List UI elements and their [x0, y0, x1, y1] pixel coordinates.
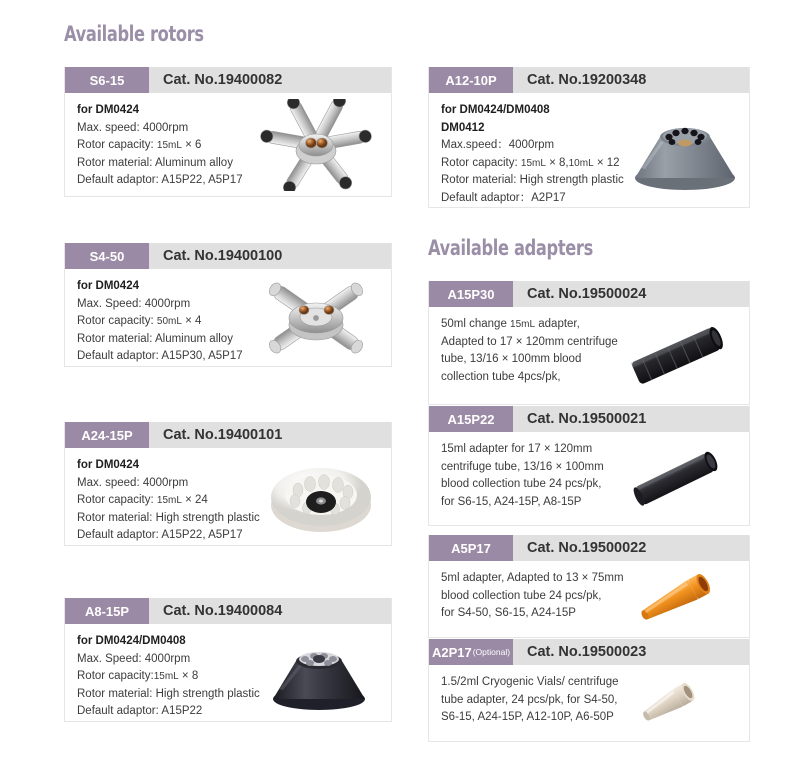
- spec-list: [77, 102, 243, 186]
- card-body: [429, 561, 749, 637]
- catalog-number: Cat. No.19400082: [163, 72, 283, 88]
- card-body: [65, 448, 391, 545]
- adapter-image-beige-tube: [629, 676, 709, 730]
- model-badge: A15P22: [429, 406, 513, 432]
- spec-capacity: Rotor capacity: 15mL × 24: [77, 494, 208, 506]
- card-body: [429, 93, 749, 207]
- desc-line: for S6-15, A24-15P, A8-15P: [441, 495, 582, 508]
- spec-speed: Max. speed: 4000rpm: [77, 121, 189, 134]
- product-card-a5p17[interactable]: [428, 535, 750, 638]
- desc-line: blood collection tube 24 pcs/pk,: [441, 589, 602, 602]
- spec-list: [77, 457, 260, 541]
- catalog-number: Cat. No.19500024: [527, 286, 647, 302]
- product-card-a15p22[interactable]: [428, 406, 750, 526]
- desc-line: Adapted to 17 × 120mm centrifuge: [441, 335, 618, 348]
- product-card-a15p30[interactable]: [428, 281, 750, 405]
- spec-material: Rotor material: High strength plastic: [77, 687, 260, 700]
- catalog-number: Cat. No.19500021: [527, 411, 647, 427]
- card-header: [429, 406, 749, 432]
- adapter-image-orange-tube: [627, 571, 723, 627]
- card-header: [65, 243, 391, 269]
- spec-capacity: Rotor capacity: 15mL × 8,10mL × 12: [441, 156, 620, 169]
- model-badge: A12-10P: [429, 67, 513, 93]
- rotor-image-cross-4-arm: [257, 274, 375, 362]
- optional-tag: (Optional): [472, 646, 511, 657]
- card-header: [429, 639, 749, 665]
- rotor-image-gray-cone: [627, 106, 743, 194]
- product-card-a8-15p[interactable]: [64, 598, 392, 722]
- spec-compatibility: for DM0424: [77, 459, 139, 471]
- desc-line: tube adapter, 24 pcs/pk, for S4-50,: [441, 693, 618, 706]
- desc-line: tube, 13/16 × 100mm blood: [441, 353, 582, 365]
- product-card-a24-15p[interactable]: [64, 422, 392, 546]
- product-card-s4-50[interactable]: [64, 243, 392, 367]
- spec-list: [77, 278, 243, 362]
- spec-capacity: Rotor capacity: 50mL × 4: [77, 315, 202, 327]
- card-header: [429, 535, 749, 561]
- product-card-s6-15[interactable]: [64, 67, 392, 197]
- card-header: [65, 598, 391, 624]
- desc-line: S6-15, A24-15P, A12-10P, A6-50P: [441, 711, 614, 723]
- model-badge: A24-15P: [65, 422, 149, 448]
- product-card-a2p17[interactable]: [428, 639, 750, 742]
- spec-capacity: Rotor capacity: 15mL × 6: [77, 139, 202, 151]
- desc-line: for S4-50, S6-15, A24-15P: [441, 607, 576, 619]
- spec-material: Rotor material: Aluminum alloy: [77, 156, 233, 169]
- card-header: [65, 67, 391, 93]
- desc-line: 5ml adapter, Adapted to 13 × 75mm: [441, 572, 624, 584]
- spec-speed: Max. Speed: 4000rpm: [77, 652, 191, 665]
- spec-speed: Max.speed：4000rpm: [441, 139, 555, 151]
- spec-material: Rotor material: Aluminum alloy: [77, 332, 233, 345]
- model-badge: A2P17 (Optional): [429, 639, 513, 665]
- spec-speed: Max. Speed: 4000rpm: [77, 297, 191, 310]
- card-body: [429, 432, 749, 525]
- card-body: [65, 624, 391, 721]
- spec-adaptor: Default adaptor: A15P30, A5P17: [77, 350, 243, 362]
- rotor-image-black-cone: [263, 631, 375, 715]
- catalog-number: Cat. No.19200348: [527, 72, 647, 88]
- product-card-a12-10p[interactable]: [428, 67, 750, 208]
- section-heading-rotors: Available rotors: [64, 22, 204, 46]
- model-badge: A5P17: [429, 535, 513, 561]
- catalog-number: Cat. No.19400084: [163, 603, 283, 619]
- card-header: [429, 67, 749, 93]
- card-body: [65, 269, 391, 366]
- catalog-number: Cat. No.19400101: [163, 427, 283, 443]
- rotor-image-star-6-arm: [257, 99, 375, 191]
- desc-line: collection tube 4pcs/pk,: [441, 370, 561, 383]
- card-body: [429, 307, 749, 404]
- catalog-number: Cat. No.19500022: [527, 540, 647, 556]
- card-header: [429, 281, 749, 307]
- spec-list: [77, 633, 260, 717]
- spec-list: [441, 102, 624, 204]
- model-badge: A15P30: [429, 281, 513, 307]
- spec-compatibility: for DM0424/DM0408: [441, 104, 550, 116]
- spec-list: [441, 570, 624, 627]
- section-heading-adapters: Available adapters: [428, 236, 593, 260]
- desc-line: 1.5/2ml Cryogenic Vials/ centrifuge: [441, 676, 619, 688]
- catalog-number: Cat. No.19500023: [527, 644, 647, 660]
- card-body: [65, 93, 391, 196]
- spec-compatibility-2: DM0412: [441, 121, 485, 134]
- desc-line: 50ml change 15mL adapter,: [441, 318, 580, 330]
- spec-adaptor: Default adaptor: A15P22: [77, 705, 203, 717]
- spec-adaptor: Default adaptor：A2P17: [441, 191, 566, 204]
- model-badge: A8-15P: [65, 598, 149, 624]
- desc-line: centrifuge tube, 13/16 × 100mm: [441, 460, 604, 473]
- rotor-image-white-disc: [263, 454, 379, 540]
- adapter-image-black-smooth-tube: [623, 449, 727, 509]
- spec-list: [441, 674, 619, 731]
- catalog-number: Cat. No.19400100: [163, 248, 283, 264]
- spec-list: [441, 441, 604, 515]
- card-body: [429, 665, 749, 741]
- spec-adaptor: Default adaptor: A15P22, A5P17: [77, 529, 243, 541]
- spec-compatibility: for DM0424: [77, 280, 139, 292]
- desc-line: blood collection tube 24 pcs/pk,: [441, 478, 602, 490]
- model-badge: S4-50: [65, 243, 149, 269]
- spec-list: [441, 316, 618, 394]
- spec-capacity: Rotor capacity:15mL × 8: [77, 670, 199, 682]
- spec-adaptor: Default adaptor: A15P22, A5P17: [77, 174, 243, 186]
- spec-material: Rotor material: High strength plastic: [441, 174, 624, 186]
- spec-compatibility: for DM0424/DM0408: [77, 635, 186, 647]
- adapter-image-black-ribbed-tube: [621, 323, 731, 389]
- model-badge: S6-15: [65, 67, 149, 93]
- card-header: [65, 422, 391, 448]
- desc-line: 15ml adapter for 17 × 120mm: [441, 443, 593, 455]
- spec-material: Rotor material: High strength plastic: [77, 511, 260, 524]
- spec-compatibility: for DM0424: [77, 104, 139, 116]
- spec-speed: Max. speed: 4000rpm: [77, 476, 189, 489]
